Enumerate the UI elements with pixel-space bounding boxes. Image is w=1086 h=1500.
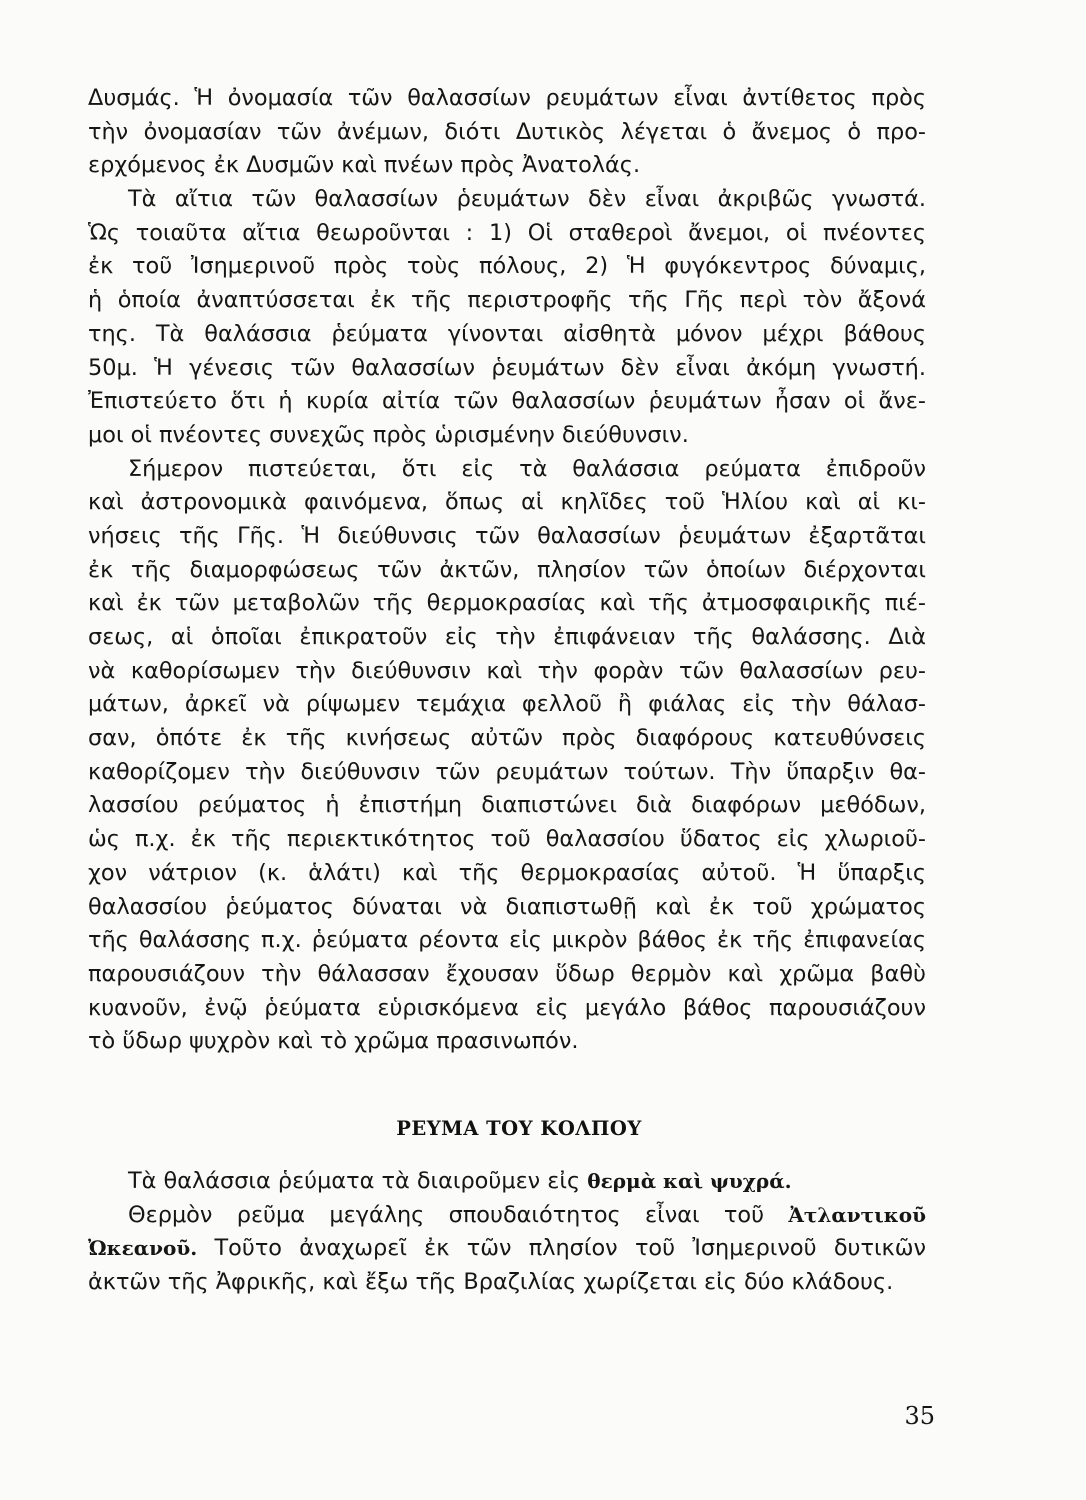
text-run: Θερμὸν ρεῦμα μεγάλης σπουδαιότητος εἶναι τοῦ <box>128 1201 789 1228</box>
text-line <box>88 1232 926 1266</box>
text-line: ἐκ τοῦ Ἰσημερινοῦ πρὸς τοὺς πόλους, 2) Ἡ φυγόκεντρος δύναμις, <box>88 253 926 280</box>
text-line: ὡς π.χ. ἐκ τῆς περιεκτικότητος τοῦ θαλασσίου ὕδατος εἰς χλωριοῦ- <box>88 826 926 853</box>
section-heading: ΡΕΥΜΑ ΤΟΥ ΚΟΛΠΟΥ <box>396 1116 642 1140</box>
text-line: σεως, αἱ ὁποῖαι ἐπικρατοῦν εἰς τὴν ἐπιφάνειαν τῆς θαλάσσης. Διὰ <box>88 624 926 650</box>
text-line: νὰ καθορίσωμεν τὴν διεύθυνσιν καὶ τὴν φορὰν τῶν θαλασσίων ρευ- <box>88 657 926 684</box>
text-line: νήσεις τῆς Γῆς. Ἡ διεύθυνσις τῶν θαλασσίων ῥευμάτων ἐξαρτᾶται <box>88 522 926 549</box>
text-line <box>88 1165 926 1199</box>
text-line: Ἐπιστεύετο ὅτι ἡ κυρία αἰτία τῶν θαλασσίων ῥευμάτων ἦσαν οἱ ἄνε- <box>88 388 926 415</box>
text-line: μοι οἱ πνέοντες συνεχῶς πρὸς ὡρισμένην διεύθυνσιν. <box>88 421 689 448</box>
body-text <box>88 82 926 1300</box>
text-line: λασσίου ρεύματος ἡ ἐπιστήμη διαπιστώνει διὰ διαφόρων μεθόδων, <box>88 792 926 819</box>
text-line: ἀκτῶν τῆς Ἀφρικῆς, καὶ ἔξω τῆς Βραζιλίας χωρίζεται εἰς δύο κλάδους. <box>88 1269 894 1295</box>
text-line: ερχόμενος ἐκ Δυσμῶν καὶ πνέων πρὸς Ἀνατολάς. <box>88 152 641 179</box>
text-line: τῆς θαλάσσης π.χ. ῥεύματα ρέοντα εἰς μικρὸν βάθος ἐκ τῆς ἐπιφανείας <box>88 927 926 954</box>
text-line: Δυσμάς. Ἡ ὀνομασία τῶν θαλασσίων ρευμάτων εἶναι ἀντίθετος πρὸς <box>88 85 926 111</box>
spacer <box>88 1149 926 1165</box>
text-line: ἐκ τῆς διαμορφώσεως τῶν ἀκτῶν, πλησίον τῶν ὁποίων διέρχονται <box>88 556 926 583</box>
text-run: Τὰ θαλάσσια ῥεύματα τὰ διαιροῦμεν εἰς <box>128 1167 588 1194</box>
text-line: κυανοῦν, ἐνῷ ῥεύματα εὑρισκόμενα εἰς μεγάλο βάθος παρουσιάζουν <box>88 994 926 1021</box>
text-line: της. Τὰ θαλάσσια ῥεύματα γίνονται αἰσθητὰ μόνον μέχρι βάθους <box>88 320 926 347</box>
text-run: Τοῦτο ἀναχωρεῖ ἐκ τῶν πλησίον τοῦ Ἰσημερινοῦ δυτικῶν <box>197 1235 926 1262</box>
bold-term: Ἀτλαντικοῦ <box>788 1202 926 1227</box>
text-line: τὸ ὕδωρ ψυχρὸν καὶ τὸ χρῶμα πρασινωπόν. <box>88 1028 579 1055</box>
bold-term: Ὠκεανοῦ. <box>88 1236 198 1261</box>
text-line: καὶ ἐκ τῶν μεταβολῶν τῆς θερμοκρασίας καὶ τῆς ἀτμοσφαιρικῆς πιέ- <box>88 590 926 617</box>
bold-term: θερμὰ καὶ ψυχρά. <box>587 1168 792 1193</box>
text-line: Σήμερον πιστεύεται, ὅτι εἰς τὰ θαλάσσια ρεύματα ἐπιδροῦν <box>128 455 926 482</box>
text-line: χον νάτριον (κ. ἁλάτι) καὶ τῆς θερμοκρασίας αὐτοῦ. Ἡ ὕπαρξις <box>88 859 926 886</box>
text-line <box>88 1199 926 1233</box>
text-line: 50μ. Ἡ γένεσις τῶν θαλασσίων ῥευμάτων δὲν εἶναι ἀκόμη γνωστή. <box>88 354 926 381</box>
text-line: ἡ ὁποία ἀναπτύσσεται ἐκ τῆς περιστροφῆς τῆς Γῆς περὶ τὸν ἄξονά <box>88 287 926 314</box>
text-line: παρουσιάζουν τὴν θάλασσαν ἔχουσαν ὕδωρ θερμὸν καὶ χρῶμα βαθὺ <box>88 960 926 987</box>
spacer <box>88 1059 926 1109</box>
text-line: καθορίζομεν τὴν διεύθυνσιν τῶν ρευμάτων τούτων. Τὴν ὕπαρξιν θα- <box>88 758 926 785</box>
text-line: θαλασσίου ῥεύματος δύναται νὰ διαπιστωθῇ καὶ ἐκ τοῦ χρώματος <box>88 893 926 920</box>
text-line: Ὡς τοιαῦτα αἴτια θεωροῦνται : 1) Οἱ σταθεροὶ ἄνεμοι, οἱ πνέοντες <box>88 219 926 246</box>
text-line: μάτων, ἀρκεῖ νὰ ρίψωμεν τεμάχια φελλοῦ ἢ φιάλας εἰς τὴν θάλασ- <box>88 691 926 718</box>
text-line: σαν, ὁπότε ἐκ τῆς κινήσεως αὐτῶν πρὸς διαφόρους κατευθύνσεις <box>88 725 926 752</box>
text-line: Τὰ αἴτια τῶν θαλασσίων ῥευμάτων δὲν εἶναι ἀκριβῶς γνωστά. <box>128 186 926 213</box>
page-number: 35 <box>904 1402 935 1430</box>
text-line: καὶ ἀστρονομικὰ φαινόμενα, ὅπως αἱ κηλῖδες τοῦ Ἡλίου καὶ αἱ κι- <box>88 489 926 516</box>
text-line: τὴν ὀνομασίαν τῶν ἀνέμων, διότι Δυτικὸς λέγεται ὁ ἄνεμος ὁ προ- <box>88 118 926 145</box>
